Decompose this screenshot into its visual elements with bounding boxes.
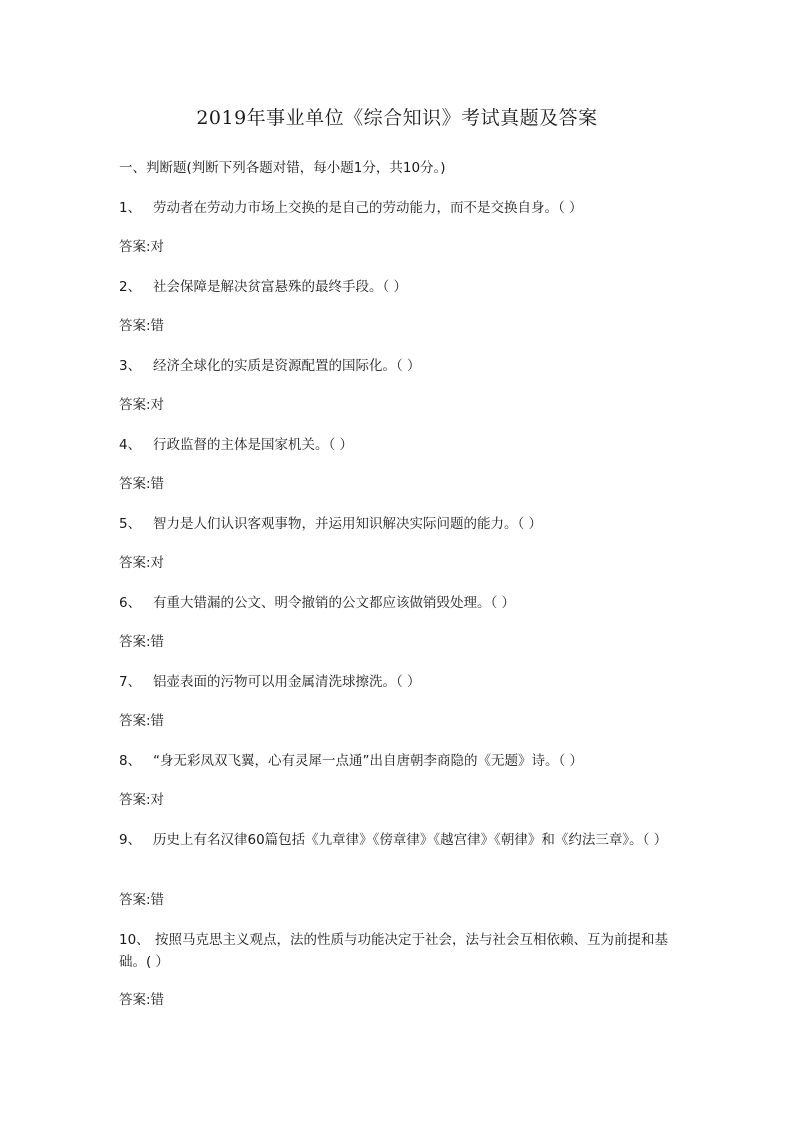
question-text: 历史上有名汉律60篇包括《九章律》《傍章律》《越宫律》《朝律》和《约法三章》。（ ） <box>153 832 668 848</box>
question-8 <box>119 750 689 772</box>
question-9 <box>119 829 699 851</box>
answer-6: 答案:错 <box>119 634 165 650</box>
page-title: 2019年事业单位《综合知识》考试真题及答案 <box>196 107 598 129</box>
answer-2: 答案:错 <box>119 318 165 334</box>
question-number: 3、 <box>119 358 142 374</box>
question-number: 2、 <box>119 279 142 295</box>
question-number: 9、 <box>119 832 142 848</box>
answer-9: 答案:错 <box>119 892 165 908</box>
answer-5: 答案:对 <box>119 555 165 571</box>
question-number: 8、 <box>119 753 142 769</box>
question-text: 社会保障是解决贫富悬殊的最终手段。（ ） <box>153 279 408 295</box>
answer-8: 答案:对 <box>119 792 165 808</box>
question-number: 4、 <box>119 437 142 453</box>
question-number: 6、 <box>119 595 142 611</box>
question-text: 劳动者在劳动力市场上交换的是自己的劳动能力，而不是交换自身。（ ） <box>153 200 583 216</box>
answer-3: 答案:对 <box>119 397 165 413</box>
question-6 <box>119 592 689 614</box>
question-text: 铝壶表面的污物可以用金属清洗球擦洗。（ ） <box>153 674 421 690</box>
question-number: 1、 <box>119 200 142 216</box>
question-number: 7、 <box>119 674 142 690</box>
answer-4: 答案:错 <box>119 476 165 492</box>
question-7 <box>119 671 689 693</box>
question-text: 有重大错漏的公文、明令撤销的公文都应该做销毁处理。（ ） <box>153 595 516 611</box>
question-5 <box>119 513 689 535</box>
question-number: 5、 <box>119 516 142 532</box>
question-10 <box>119 929 694 973</box>
question-text: 经济全球化的实质是资源配置的国际化。（ ） <box>153 358 421 374</box>
question-number: 10、 <box>119 932 150 948</box>
question-text: 智力是人们认识客观事物，并运用知识解决实际问题的能力。（ ） <box>153 516 543 532</box>
question-2 <box>119 276 689 298</box>
question-4 <box>119 434 689 456</box>
question-text: “身无彩凤双飞翼，心有灵犀一点通”出自唐朝李商隐的《无题》诗。（ ） <box>153 753 584 769</box>
question-1 <box>119 197 689 219</box>
question-text: 按照马克思主义观点，法的性质与功能决定于社会，法与社会互相依赖、互为前提和基础。( ） <box>119 932 668 970</box>
answer-10: 答案:错 <box>119 992 165 1008</box>
question-3 <box>119 355 689 377</box>
answer-1: 答案:对 <box>119 239 165 255</box>
answer-7: 答案:错 <box>119 713 165 729</box>
section-heading: 一、判断题(判断下列各题对错，每小题1分，共10分。) <box>119 160 446 176</box>
question-text: 行政监督的主体是国家机关。（ ） <box>153 437 354 453</box>
